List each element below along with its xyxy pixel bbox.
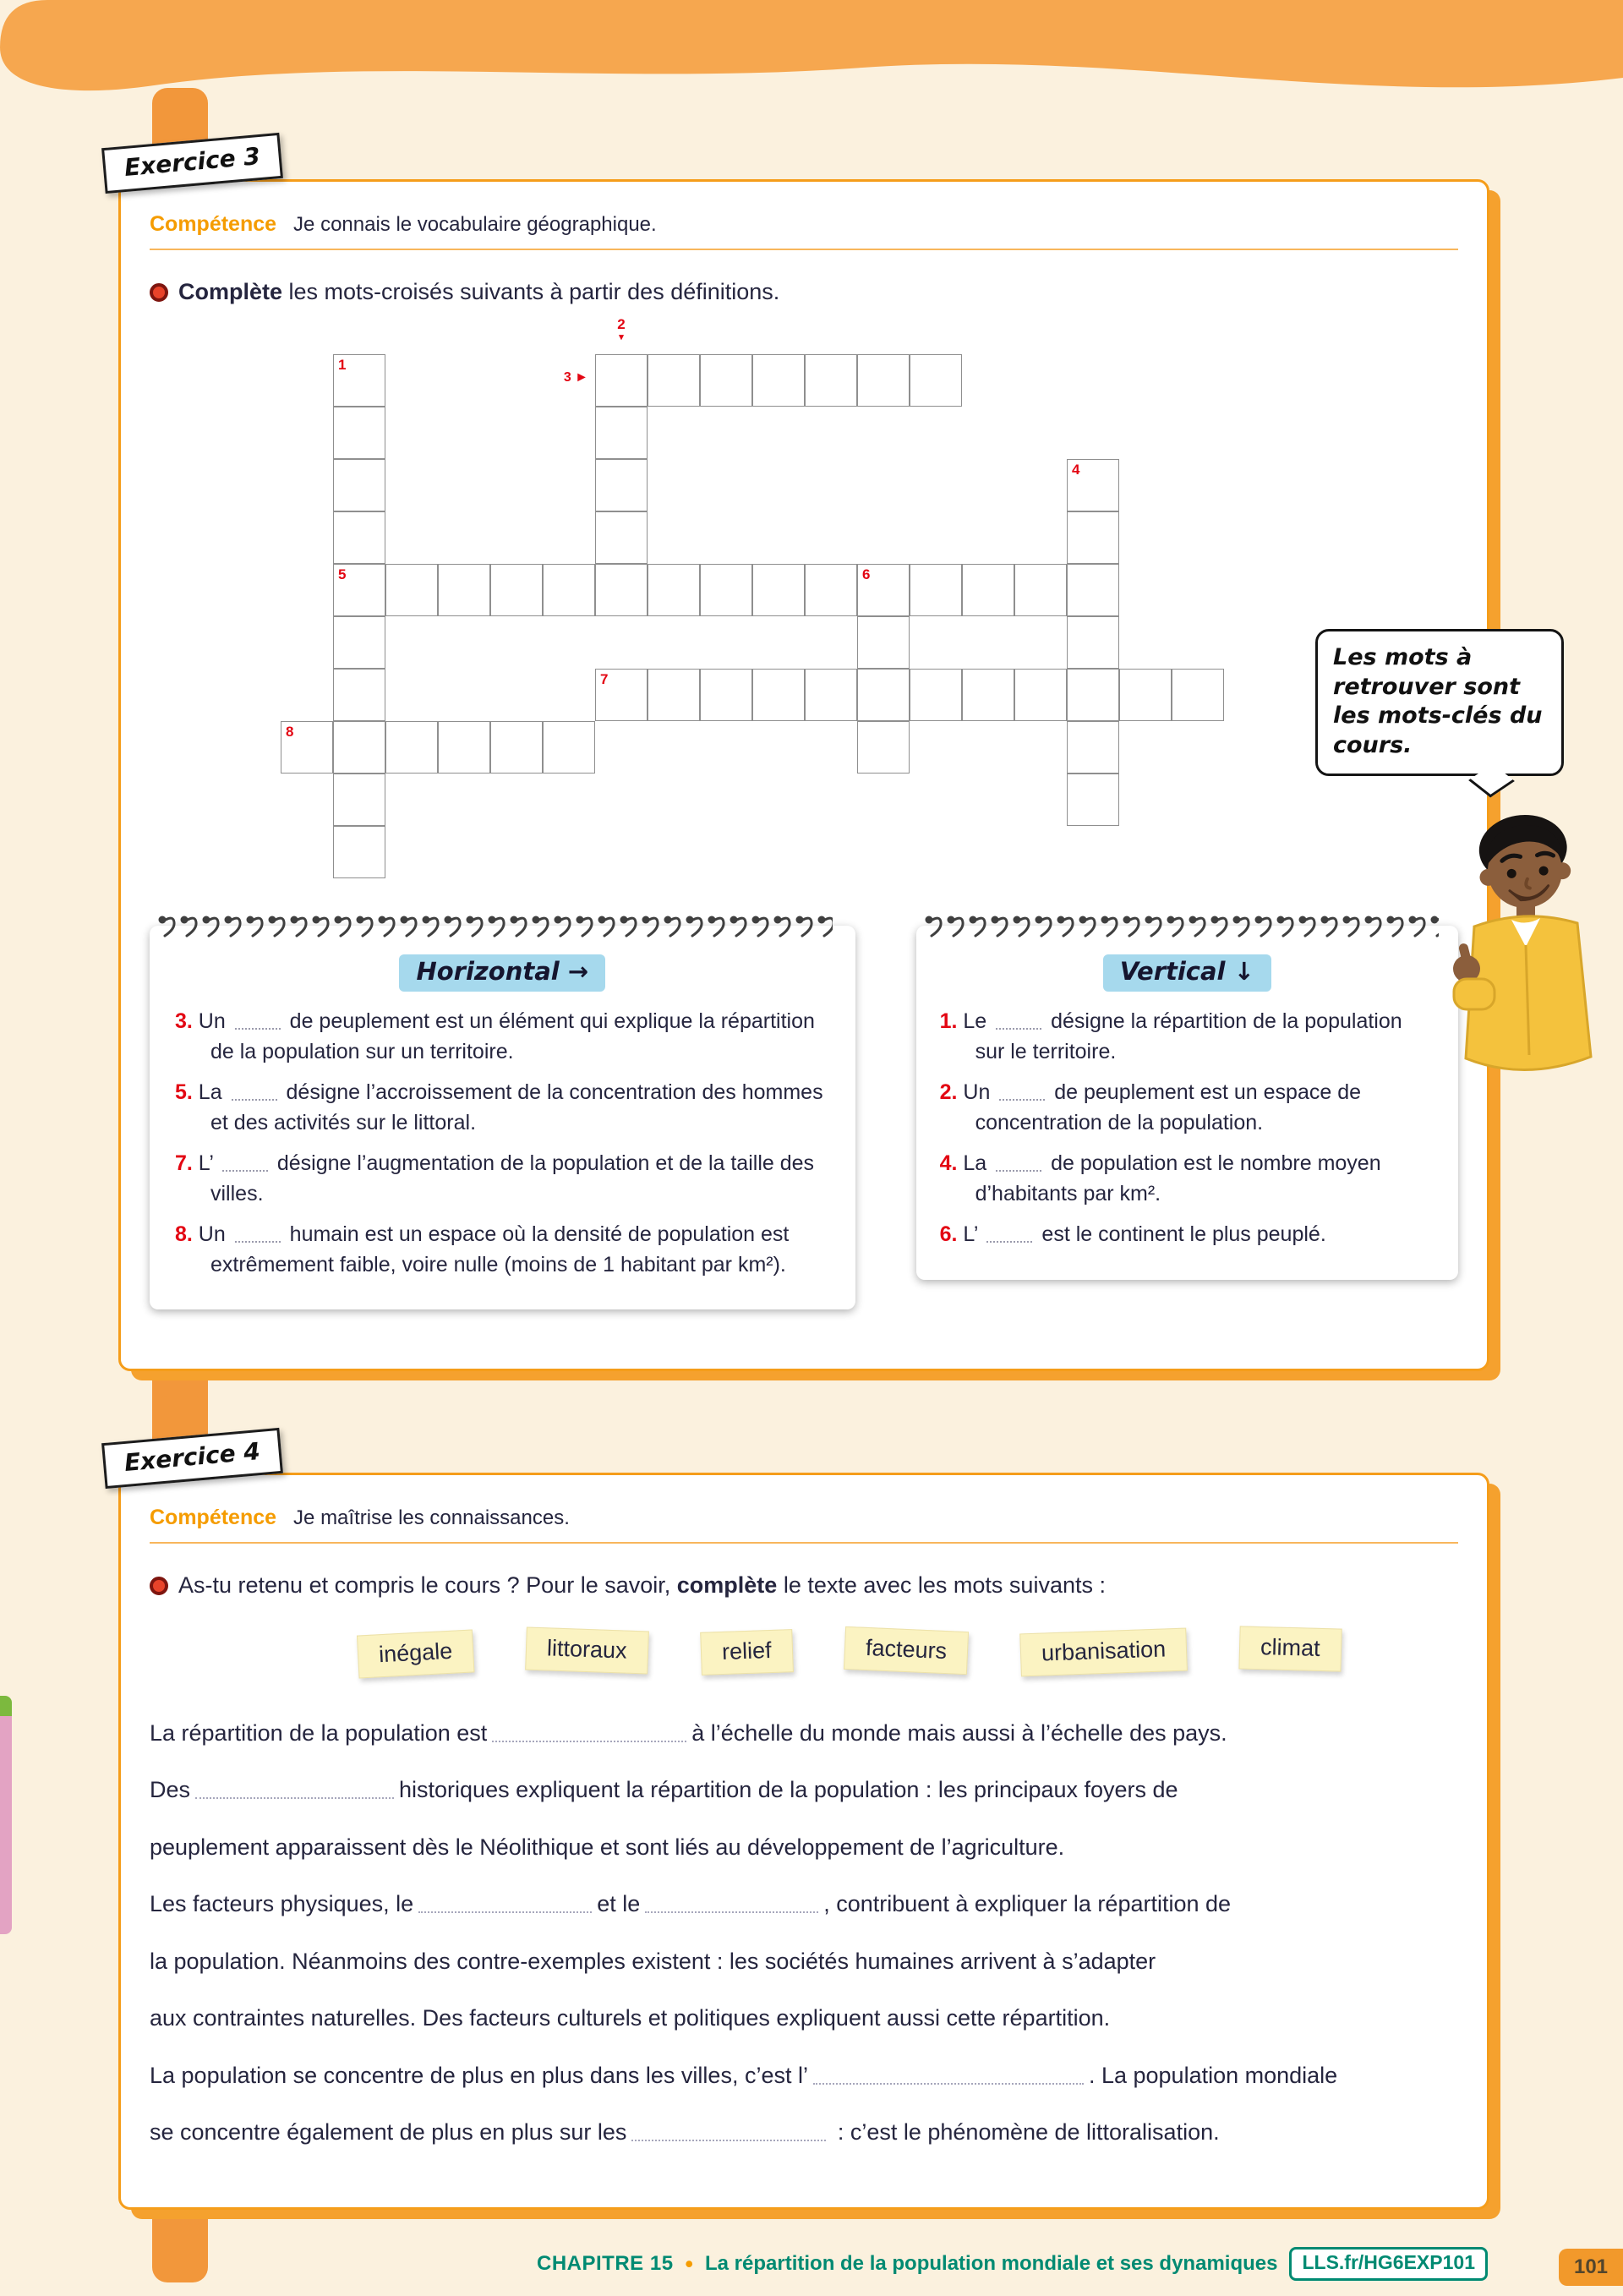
crossword-cell[interactable] [385,564,438,616]
crossword-cell[interactable] [857,721,910,774]
fill-blank[interactable] [631,2124,826,2141]
fill-blank[interactable] [418,1896,592,1913]
crossword-cell[interactable] [910,354,962,407]
clue-blank[interactable] [986,1226,1032,1243]
crossword-cell[interactable] [333,459,385,511]
clue-blank[interactable] [235,1013,281,1030]
clue-blank[interactable] [222,1155,268,1172]
chapter-title: La répartition de la population mondiale et ses dynamiques [705,2252,1278,2275]
crossword-cell[interactable] [1067,616,1119,669]
sliver-pink [0,1716,12,1934]
competence-divider [150,249,1458,250]
mascot-boy-illustration [1440,801,1623,1131]
crossword-cell[interactable] [1067,564,1119,616]
fill-blank[interactable] [813,2068,1084,2085]
horizontal-clue-list [175,1007,830,1280]
crossword-cell[interactable] [805,564,857,616]
fill-text-line: se concentre également de plus en plus sur les : c’est le phénomène de littoralisation. [150,2119,1220,2146]
horizontal-title: Horizontal → [175,954,830,992]
chapter-label: CHAPITRE 15 [537,2252,674,2275]
crossword-cell[interactable] [1067,669,1119,721]
crossword-cell[interactable] [1119,669,1172,721]
crossword-cell[interactable] [962,669,1014,721]
crossword-cell[interactable] [333,774,385,826]
clue-number: 6. [939,1222,958,1246]
crossword-cell[interactable] [857,354,910,407]
fill-blank[interactable] [492,1725,686,1742]
top-banner-wave [0,0,1623,135]
crossword-cell[interactable] [805,669,857,721]
crossword-cell[interactable] [333,511,385,564]
crossword-cell[interactable] [595,459,648,511]
clue-item: 4. La de population est le nombre moyen d’habitants par km². [939,1151,1381,1205]
crossword-cell[interactable] [490,721,543,774]
vertical-title: Vertical ↓ [940,954,1434,992]
clue-item: 3. Un de peuplement est un élément qui explique la répartition de la population sur un territoire. [175,1009,815,1063]
spiral-binding-icon [923,914,1439,939]
crossword-cell[interactable] [648,669,700,721]
exercise4-tag: Exercice 4 [101,1428,283,1489]
fill-in-text [150,1718,1458,2148]
word-bank-chip: inégale [357,1629,475,1678]
exercise4-card [118,1473,1489,2210]
clue-item: 8. Un humain est un espace où la densité de population est extrêmement faible, voire nulle (moins de 1 habitant par km²). [175,1222,790,1276]
crossword-cell[interactable] [333,721,385,774]
competence-text: Je connais le vocabulaire géographique. [293,213,657,236]
crossword-cell[interactable] [648,564,700,616]
exercise4-competence-row [150,1506,1458,1530]
crossword-number: 4 [1072,462,1080,478]
instruction-bold: complète [676,1572,778,1598]
competence-text: Je maîtrise les connaissances. [293,1506,570,1529]
crossword-cell[interactable] [438,721,490,774]
crossword-cell[interactable] [1172,669,1224,721]
clue-blank[interactable] [996,1013,1041,1030]
clue-item: 7. L’ désigne l’augmentation de la population et de la taille des villes. [175,1151,815,1205]
fill-text-line: La population se concentre de plus en plus dans les villes, c’est l’ . La population mondiale [150,2062,1338,2088]
instruction-text: les mots-croisés suivants à partir des définitions. [282,279,780,304]
clue-number: 3. [175,1009,193,1033]
fill-text-line: aux contraintes naturelles. Des facteurs culturels et politiques expliquent aussi cette répartition. [150,2005,1111,2031]
crossword-number: 3 ► [563,370,588,385]
crossword-cell[interactable] [543,564,595,616]
crossword-cell[interactable] [700,669,752,721]
crossword-cell[interactable] [595,354,648,407]
exercise3-tag: Exercice 3 [101,133,283,194]
crossword-number: 8 [286,724,294,740]
sliver-green [0,1696,12,1716]
bullet-icon [150,283,168,302]
page-footer [0,2247,1623,2281]
instruction-pre: As-tu retenu et compris le cours ? Pour le savoir, [178,1572,677,1598]
crossword-grid [281,316,1226,882]
crossword-cell[interactable] [333,826,385,878]
crossword-cell[interactable] [648,354,700,407]
fill-text-line: Des historiques expliquent la répartition de la population : les principaux foyers de [150,1777,1178,1803]
exercise3-competence-row [150,212,1458,237]
clue-number: 1. [939,1009,958,1033]
clue-panels [150,926,1458,1309]
clue-blank[interactable] [999,1084,1045,1101]
clue-number: 8. [175,1222,193,1246]
crossword-cell[interactable] [752,669,805,721]
page-number-tab: 101 [1559,2249,1623,2286]
word-bank-chip: climat [1239,1626,1342,1671]
crossword-number: 6 [862,566,871,582]
fill-text-line: Les facteurs physiques, le et le , contribuent à expliquer la répartition de [150,1891,1232,1917]
clue-number: 2. [939,1080,958,1104]
crossword-cell[interactable] [910,669,962,721]
clue-item: 6. L’ est le continent le plus peuplé. [939,1222,1326,1246]
crossword-cell[interactable] [700,564,752,616]
crossword-cell[interactable] [752,564,805,616]
crossword-cell[interactable] [543,721,595,774]
speech-bubble: Les mots à retrouver sont les mots-clés du cours. [1315,629,1564,776]
crossword-cell[interactable] [595,564,648,616]
crossword-cell[interactable] [490,564,543,616]
crossword-cell[interactable] [385,721,438,774]
crossword-number: 1 [338,357,347,373]
instruction-bold: Complète [178,279,283,304]
exercise3-instruction [150,279,1458,305]
crossword-cell[interactable] [333,407,385,459]
clue-number: 4. [939,1151,958,1175]
crossword-cell[interactable] [438,564,490,616]
fill-blank[interactable] [195,1782,394,1799]
crossword-cell[interactable] [595,511,648,564]
competence-label: Compétence [150,1506,277,1529]
crossword-cell[interactable] [910,564,962,616]
fill-text-line: peuplement apparaissent dès le Néolithique et sont liés au développement de l’agriculture. [150,1834,1065,1860]
clue-number: 5. [175,1080,193,1104]
clue-item: 2. Un de peuplement est un espace de concentration de la population. [939,1080,1362,1134]
crossword-cell[interactable] [857,669,910,721]
exercise3-card [118,179,1489,1371]
crossword-number: 5 [338,566,347,582]
crossword-cell[interactable] [700,354,752,407]
crossword-cell[interactable] [333,616,385,669]
bullet-icon [150,1577,168,1595]
crossword-number: 2 ▾ [617,316,626,342]
competence-label: Compétence [150,212,277,236]
exercise4-instruction [150,1572,1458,1599]
crossword-cell[interactable] [857,616,910,669]
word-bank-chip: littoraux [525,1626,648,1674]
word-bank [358,1629,1458,1672]
horizontal-clues-panel [150,926,855,1309]
word-bank-chip: urbanisation [1019,1628,1188,1677]
clue-blank[interactable] [232,1084,277,1101]
crossword-cell[interactable] [595,407,648,459]
lls-code-badge[interactable]: LLS.fr/HG6EXP101 [1289,2247,1488,2281]
vertical-clues-panel [916,926,1458,1280]
crossword-cell[interactable] [1067,774,1119,826]
clue-blank[interactable] [235,1226,281,1243]
clue-number: 7. [175,1151,193,1175]
word-bank-chip: relief [700,1629,793,1676]
crossword-cell[interactable] [752,354,805,407]
clue-blank[interactable] [996,1155,1041,1172]
crossword-cell[interactable] [1067,511,1119,564]
fill-text-line: la population. Néanmoins des contre-exemples existent : les sociétés humaines arrivent à s’adapter [150,1948,1156,1974]
crossword-cell[interactable] [962,564,1014,616]
clue-item: 5. La désigne l’accroissement de la concentration des hommes et des activités sur le littoral. [175,1080,823,1134]
vertical-clue-list [940,1007,1434,1250]
crossword-cell[interactable] [1067,721,1119,774]
word-bank-chip: facteurs [844,1626,969,1675]
crossword-cell[interactable] [333,669,385,721]
crossword-number: 7 [600,671,609,687]
adjacent-page-sliver [0,1696,12,1934]
fill-text-line: La répartition de la population est à l’échelle du monde mais aussi à l’échelle des pays. [150,1720,1227,1746]
fill-blank[interactable] [645,1896,818,1913]
footer-bullet-icon: • [685,2250,693,2277]
crossword-cell[interactable] [805,354,857,407]
clue-item: 1. Le désigne la répartition de la population sur le territoire. [939,1009,1402,1063]
spiral-binding-icon [156,914,833,939]
crossword-cell[interactable] [1014,564,1067,616]
competence-divider [150,1542,1458,1544]
crossword-cell[interactable] [1014,669,1067,721]
instruction-post: le texte avec les mots suivants : [777,1572,1106,1598]
